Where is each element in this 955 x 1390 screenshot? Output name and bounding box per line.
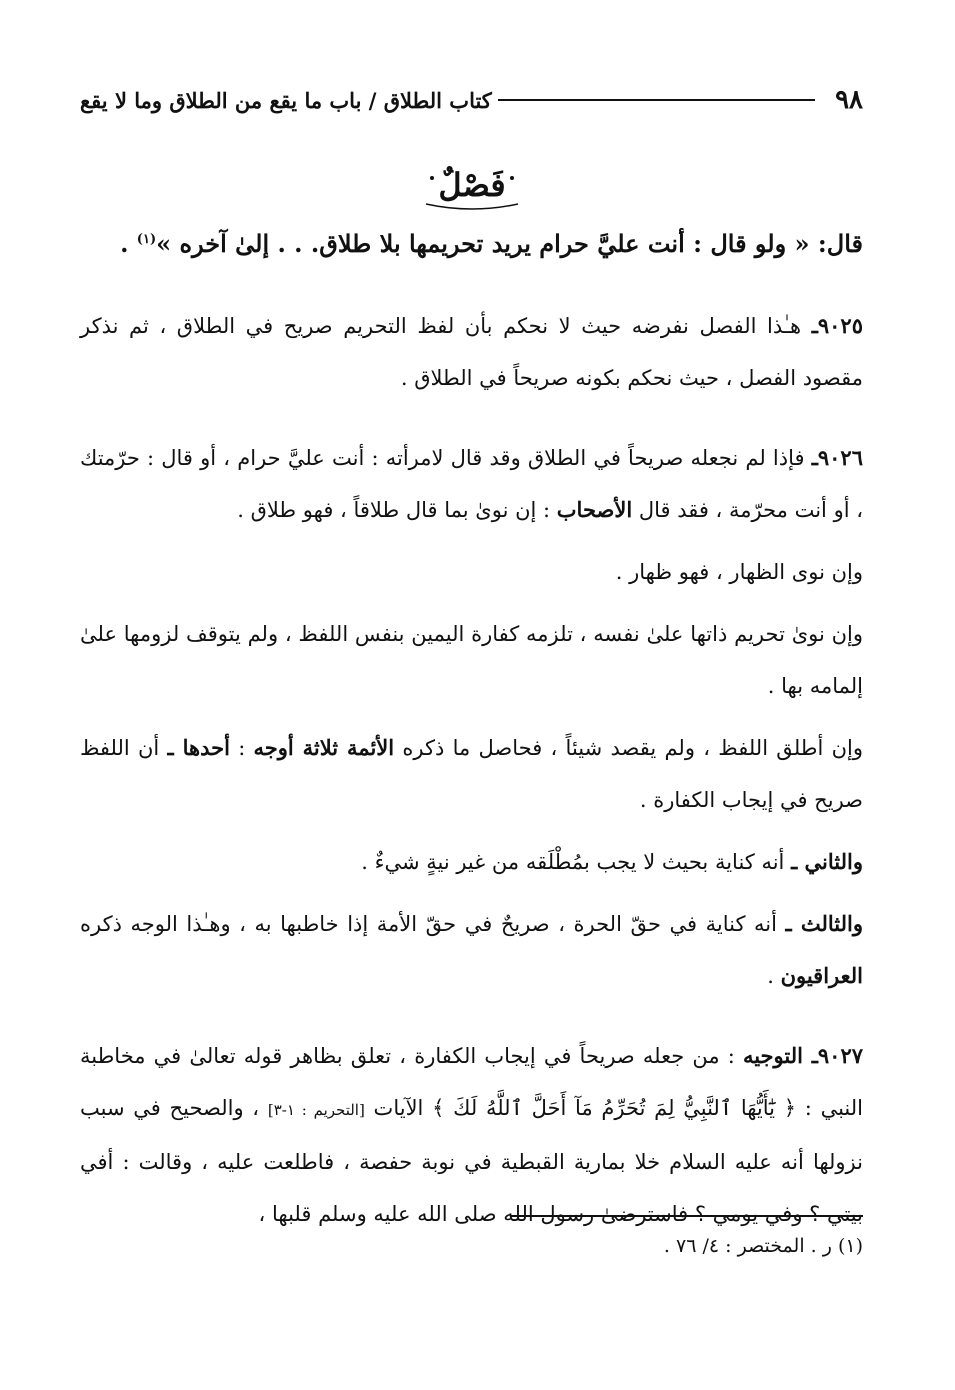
paragraph-9026: [80, 432, 863, 536]
header-rule: [498, 99, 815, 101]
document-page: [80, 78, 864, 1257]
bold-term: أحدها ـ: [167, 735, 230, 760]
lead-quote: [80, 212, 863, 272]
lead-text: قال: « ولو قال : أنت عليَّ حرام يريد تحريمها بلا طلاق. . . إلىٰ آخره »: [156, 229, 863, 258]
paragraph-text: فإذا لم نجعله صريحاً في الطلاق وقد قال لامرأته : أنت عليَّ حرام ، أو قال : حرّمتك ، أو أنت محرّمة ، فقد قال: [80, 446, 863, 522]
paragraph-text: أنه كناية في حقّ الحرة ، صريحٌ في حقّ الأمة إذا خاطبها به ، وهـٰذا الوجه ذكره: [80, 912, 786, 936]
paragraph-text: :: [229, 736, 254, 760]
section-ornament: [80, 156, 863, 212]
bold-term: والثاني ـ: [791, 849, 863, 874]
bold-term: التوجيه: [742, 1043, 812, 1068]
footnote: [664, 1228, 863, 1264]
paragraph-9027: [80, 1030, 863, 1240]
verse-reference: [التحريم : ١-٣]: [267, 1101, 365, 1119]
footnote-number: (١): [837, 1235, 863, 1257]
paragraph-text: : من جعله صريحاً في إيجاب الكفارة ، تعلق بظاهر قوله تعالىٰ في مخاطبة النبي :: [80, 1044, 864, 1120]
paragraph-zihar: وإن نوى الظهار ، فهو ظهار .: [615, 560, 863, 584]
paragraph-text: أن اللفظ صريح في إيجاب الكفارة .: [80, 736, 863, 812]
paragraph-9025: [80, 300, 863, 404]
paragraph-text: .: [767, 964, 781, 988]
running-title: كتاب الطلاق / باب ما يقع من الطلاق وما لا يقع: [80, 87, 492, 113]
bold-term: والثالث ـ: [785, 911, 863, 936]
paragraph-number: ٩٠٢٦ـ: [811, 445, 863, 470]
footnote-text: ر . المختصر : ٤/ ٧٦ .: [663, 1235, 838, 1257]
quran-verse: ﴿ يَٰٓأَيُّهَا ٱلنَّبِيُّ لِمَ تُحَرِّمُ مَآ أَحَلَّ ٱللَّهُ لَكَ ﴾: [432, 1096, 797, 1120]
fasl-ornament-icon: [412, 156, 532, 212]
lead-end: .: [120, 229, 137, 258]
page-number: ٩٨: [835, 85, 863, 115]
bold-term: الأئمة ثلاثة أوجه: [253, 735, 395, 760]
paragraph-second: [80, 836, 863, 888]
paragraph-text: هـٰذا الفصل نفرضه حيث لا نحكم بأن لفظ التحريم صريح في الطلاق ، ثم نذكر مقصود الفصل ، حيث نحكم بكونه صريحاً في الطلاق .: [80, 314, 863, 390]
paragraph-text: أنه كناية بحيث لا يجب بمُطْلَقه من غير نيةٍ شيءٌ .: [361, 850, 792, 874]
paragraph-number: ٩٠٢٥ـ: [811, 313, 863, 338]
paragraph-text: ، والصحيح في سبب نزولها أنه عليه السلام خلا بمارية القبطية في نوبة حفصة ، فاطلعت عليه ، وقالت : أفي بيتي ؟ وفي يومي ؟ فاسترضىٰ رسول الله صلى الله عليه وسلم قلبها ،: [80, 1096, 863, 1226]
paragraph-third: [80, 898, 863, 1002]
paragraph-itlaq: [80, 722, 863, 826]
footnote-marker[interactable]: (١): [136, 232, 157, 247]
paragraph-text: : إن نوىٰ بما قال طلاقاً ، فهو طلاق .: [237, 498, 557, 522]
paragraph-text: وإن أطلق اللفظ ، ولم يقصد شيئاً ، فحاصل ما ذكره: [394, 736, 863, 760]
page-header: [80, 78, 863, 122]
footnote-rule: [511, 1215, 863, 1217]
ornament-label: فَصْلٌ: [437, 166, 506, 204]
bold-term: العراقيون: [780, 963, 863, 988]
bold-term: الأصحاب: [556, 497, 633, 522]
paragraph-text: الآيات: [364, 1096, 433, 1120]
paragraph-tahrim: وإن نوىٰ تحريم ذاتها علىٰ نفسه ، تلزمه كفارة اليمين بنفس اللفظ ، ولم يتوقف لزومها علىٰ إلمامه بها .: [80, 622, 863, 698]
paragraph-number: ٩٠٢٧ـ: [811, 1043, 864, 1068]
